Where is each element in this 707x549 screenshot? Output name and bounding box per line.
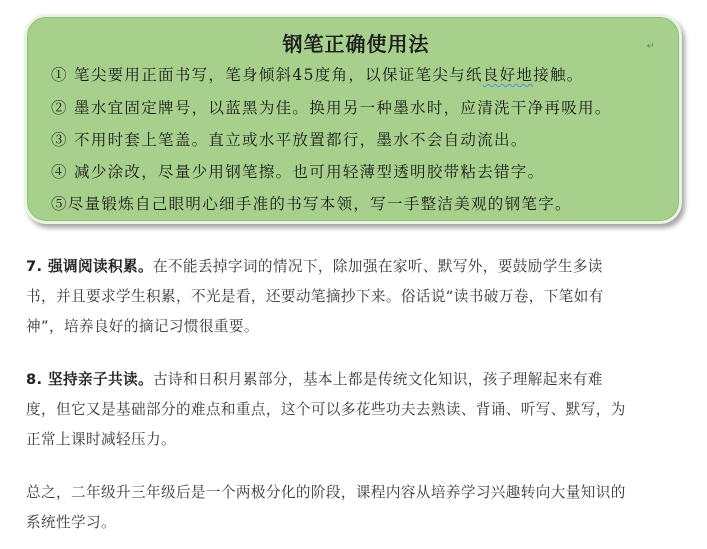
rule-2: ② 墨水宜固定牌号，以蓝黑为佳。换用另一种墨水时，应清洗干净再吸用。: [51, 99, 612, 117]
section-8-line-1-text: 古诗和日积月累部分，基本上都是传统文化知识，孩子理解起来有难: [152, 371, 603, 388]
section-8-heading: 8. 坚持亲子共读。: [26, 371, 153, 388]
pen-usage-card: [24, 14, 686, 228]
section-7-line-2: 书，并且要求学生积累，不光是看，还要动笔摘抄下来。俗话说“读书破万卷，下笔如有: [26, 288, 604, 305]
pen-usage-card-background: [24, 14, 682, 224]
conclusion-line-1: 总之，二年级升三年级后是一个两极分化的阶段，课程内容从培养学习兴趣转向大量知识的: [26, 484, 626, 501]
section-8-line-1: [26, 365, 690, 395]
conclusion-paragraph: [26, 478, 690, 538]
rule-1-text: ① 笔尖要用正面书写，笔身倾斜45度角，以保证笔尖与纸: [51, 66, 483, 84]
rule-3: ③ 不用时套上笔盖。直立或水平放置都行，墨水不会自动流出。: [51, 131, 528, 149]
rule-1-underlined: 良好地: [482, 66, 534, 84]
rule-5: ⑤尽量锻炼自己眼明心细手准的书写本领，写一手整洁美观的钢笔字。: [51, 195, 572, 213]
section-7-paragraph: [26, 252, 690, 342]
rule-1: [51, 63, 584, 85]
section-7-heading: 7. 强调阅读积累。: [26, 258, 153, 275]
rule-1-end: 接触。: [533, 66, 584, 84]
section-8-line-3: 正常上课时减轻压力。: [26, 431, 176, 448]
section-7-line-1-text: 在不能丢掉字词的情况下，除加强在家听、默写外，要鼓励学生多读: [152, 258, 603, 275]
section-8-paragraph: [26, 365, 690, 455]
section-8-line-2: 度，但它又是基础部分的难点和重点，这个可以多花些功夫去熟读、背诵、听写、默写，为: [26, 401, 626, 418]
conclusion-line-2: 系统性学习。: [26, 514, 116, 531]
section-7-line-3: 神”，培养良好的摘记习惯很重要。: [26, 318, 259, 335]
rule-4: ④ 减少涂改，尽量少用钢笔擦。也可用轻薄型透明胶带粘去错字。: [51, 163, 545, 181]
card-title: 钢笔正确使用法: [282, 32, 430, 56]
return-mark-icon: ↵: [646, 41, 655, 52]
section-7-line-1: [26, 252, 690, 282]
